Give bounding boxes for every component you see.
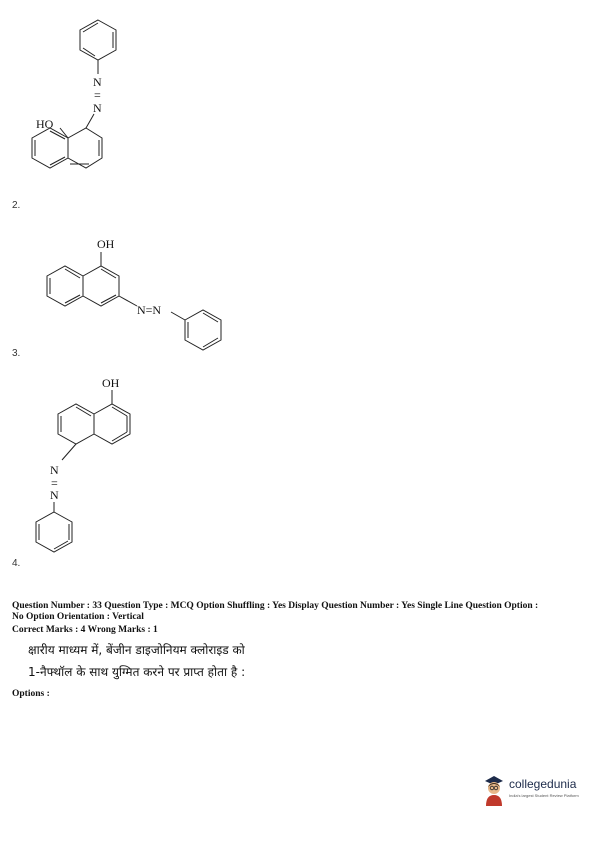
structure-option-4 xyxy=(20,376,160,561)
question-meta-line2: No Option Orientation : Vertical xyxy=(12,612,144,622)
hydroxyl-label: OH xyxy=(102,376,120,390)
option-number: 4. xyxy=(12,558,21,569)
option-number: 2. xyxy=(12,200,21,211)
structure-option-3 xyxy=(25,234,245,354)
question-text-line2: 1-नैफ्थॉल के साथ युग्मित करने पर प्राप्त होता है : xyxy=(28,665,246,679)
azo-double-bond-label: = xyxy=(94,88,101,102)
hydroxyl-label: HO xyxy=(36,117,54,131)
azo-n2-label: N xyxy=(93,101,102,115)
logo-name: collegedunia xyxy=(509,777,577,791)
structure-option-2 xyxy=(20,18,160,208)
azo-n1-label: N xyxy=(50,463,59,477)
logo-tagline: India's largest Student Review Platform xyxy=(509,793,579,798)
collegedunia-logo xyxy=(481,773,581,807)
question-text-line1: क्षारीय माध्यम में, बेंजीन डाइजोनियम क्लोराइड को xyxy=(28,643,245,657)
azo-n2-label: N xyxy=(50,488,59,502)
question-marks: Correct Marks : 4 Wrong Marks : 1 xyxy=(12,625,158,635)
options-label: Options : xyxy=(12,689,50,699)
azo-label: N=N xyxy=(137,303,162,317)
azo-n1-label: N xyxy=(93,75,102,89)
azo-double-bond-label: = xyxy=(51,476,58,490)
option-number: 3. xyxy=(12,348,21,359)
hydroxyl-label: OH xyxy=(97,237,115,251)
student-mascot-icon xyxy=(481,773,507,807)
question-meta-line1: Question Number : 33 Question Type : MCQ Option Shuffling : Yes Display Question Number : Yes Single Line Question Option : xyxy=(12,601,539,611)
